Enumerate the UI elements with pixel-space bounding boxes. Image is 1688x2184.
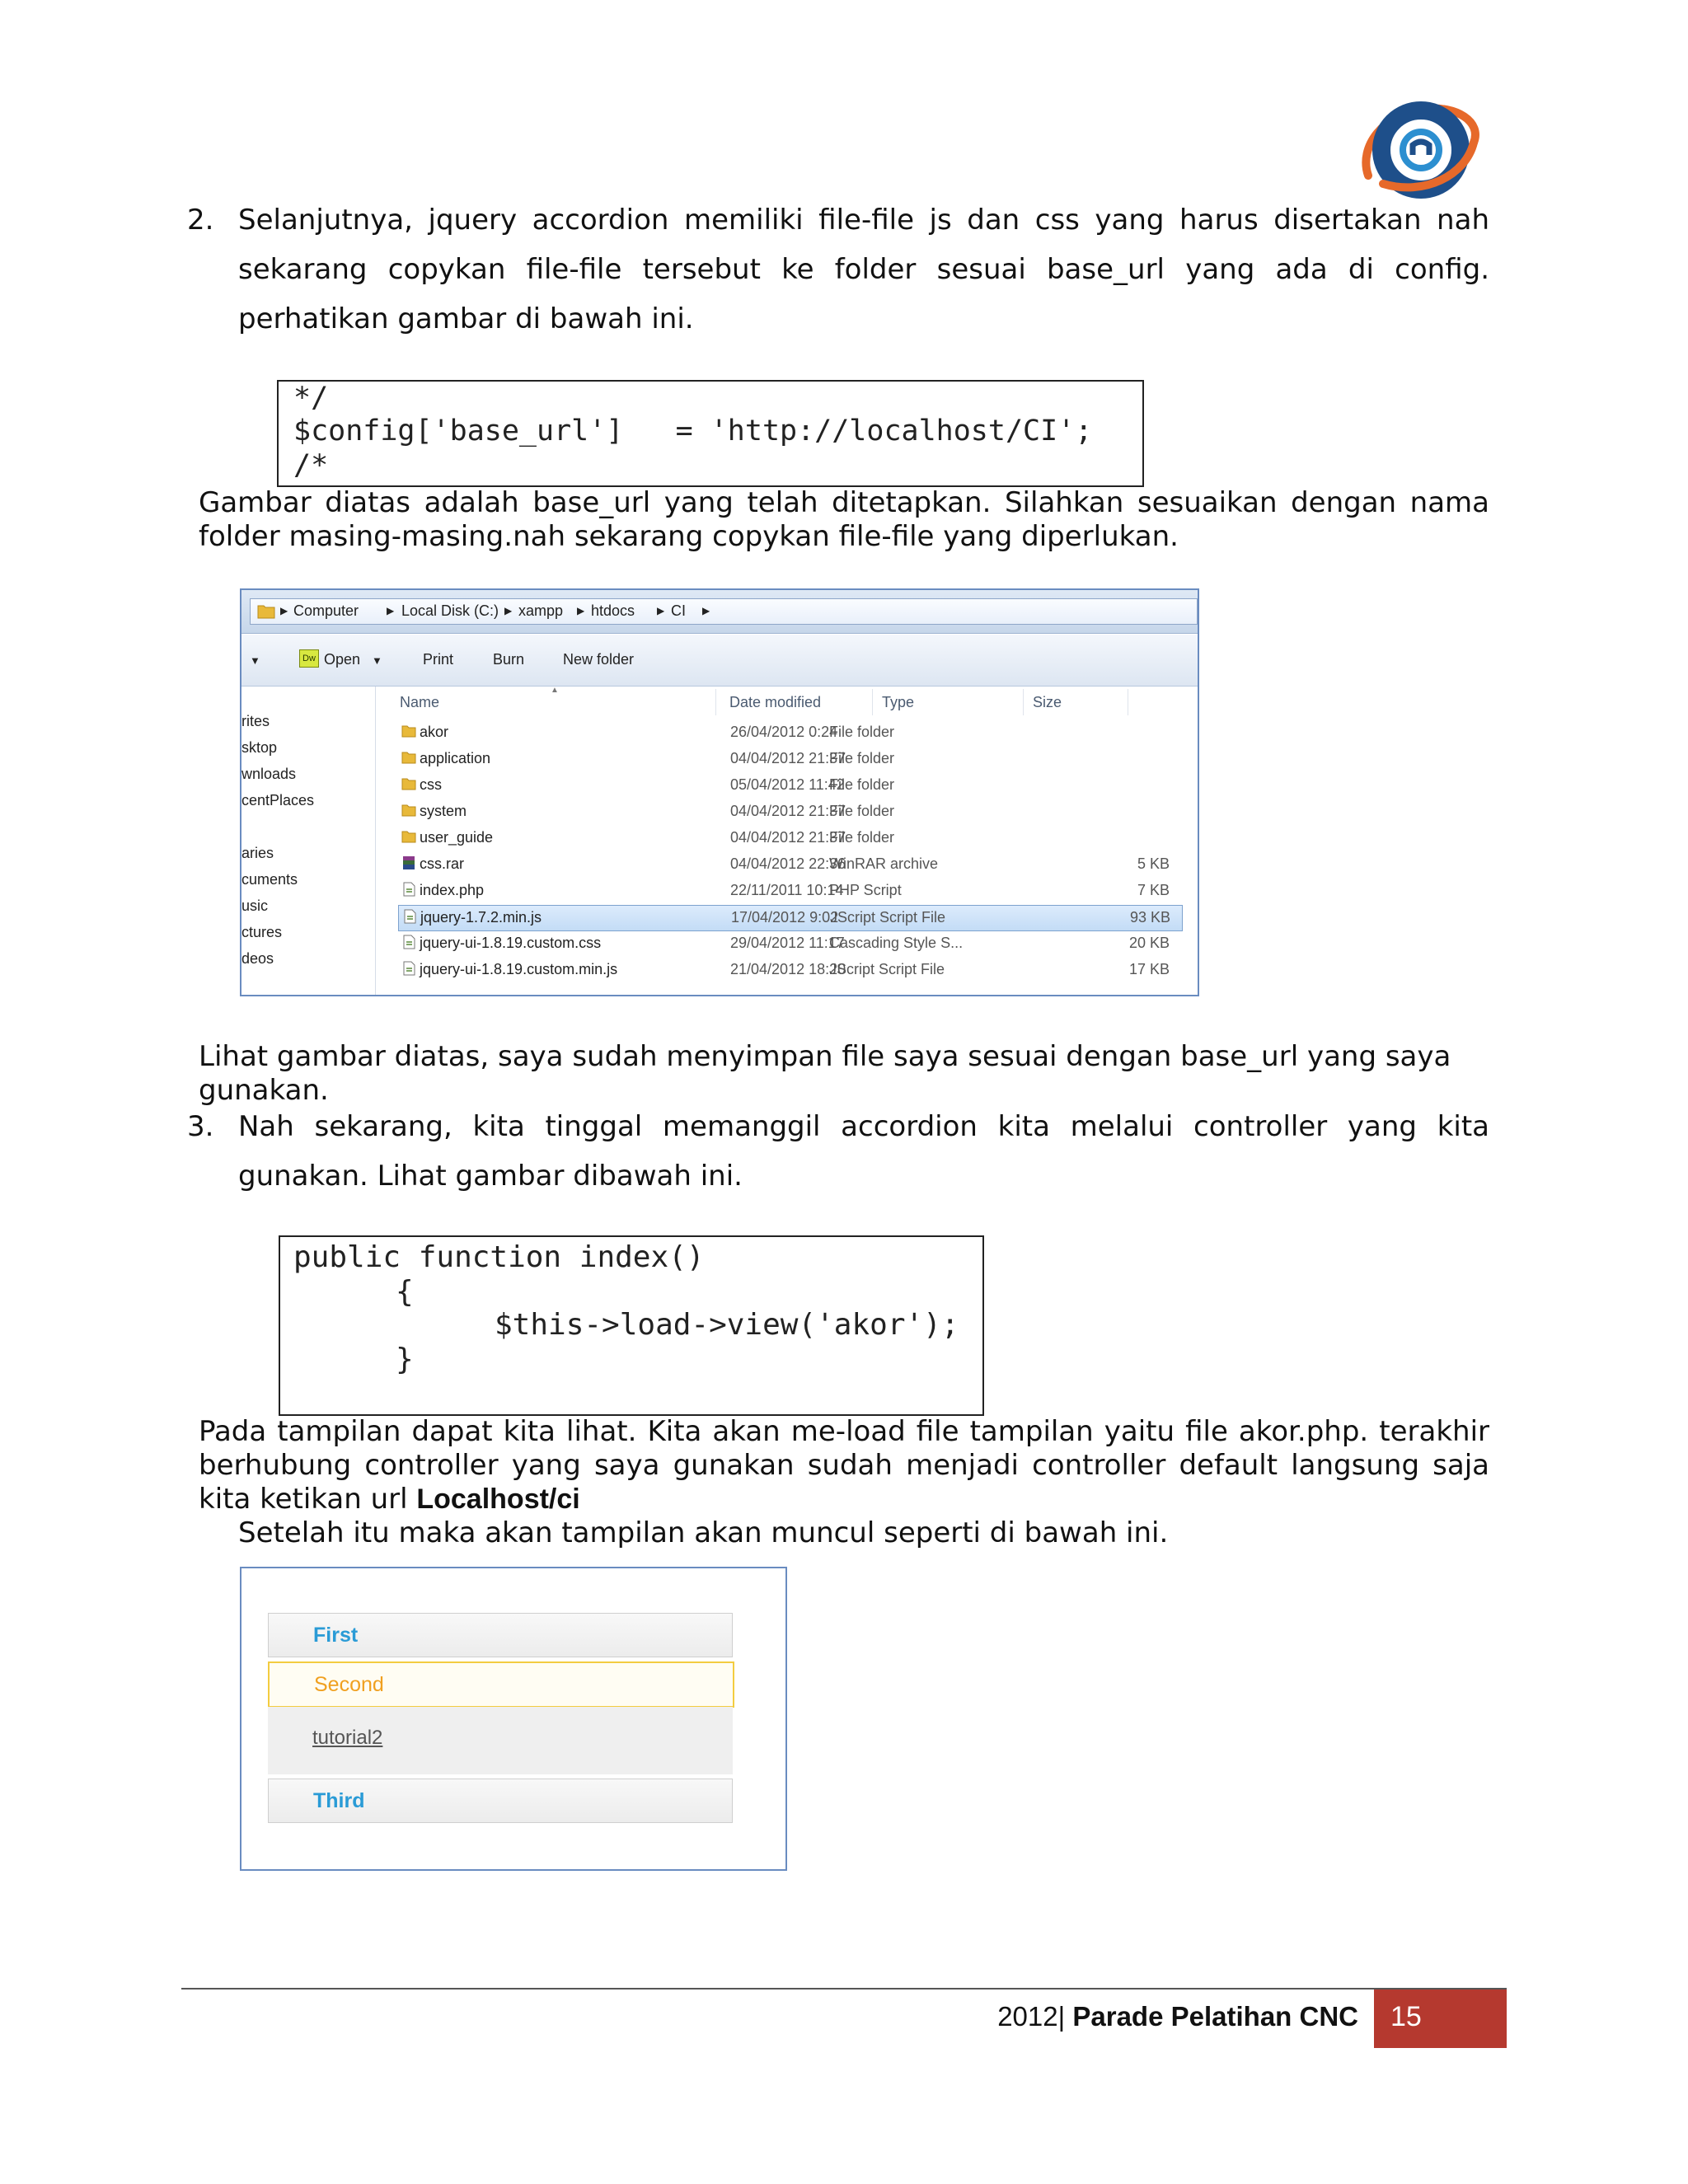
file-type: PHP Script bbox=[829, 882, 902, 898]
code-line-3: $this->load->view('akor'); bbox=[495, 1308, 959, 1342]
breadcrumb-htdocs[interactable]: htdocs bbox=[591, 602, 635, 619]
paragraph-tampilan bbox=[199, 1415, 1489, 1550]
file-type: File folder bbox=[829, 750, 895, 766]
file-type: Cascading Style S... bbox=[829, 935, 964, 951]
item-2-line-2: sekarang copykan file-file tersebut ke folder sesuai base_url yang ada di config. bbox=[238, 253, 1489, 286]
nav-item[interactable]: sktop bbox=[241, 739, 278, 756]
accordion-screenshot bbox=[240, 1567, 787, 1871]
nav-item[interactable]: aries bbox=[241, 845, 274, 861]
breadcrumb-computer[interactable]: Computer bbox=[293, 602, 359, 619]
nav-item[interactable]: ctures bbox=[241, 924, 283, 940]
nav-item[interactable]: usic bbox=[241, 898, 269, 914]
url-text: Localhost/ci bbox=[416, 1483, 580, 1515]
folder-icon bbox=[401, 803, 416, 818]
file-date: 22/11/2011 10:14 bbox=[730, 882, 844, 898]
file-date: 04/04/2012 21:37 bbox=[730, 803, 846, 819]
open-dropdown-icon[interactable]: ▼ bbox=[372, 654, 382, 667]
file-date: 05/04/2012 11:42 bbox=[730, 776, 845, 793]
code-box-config bbox=[277, 380, 1144, 487]
paragraph-saved bbox=[199, 1040, 1489, 1108]
accordion-header-label: Second bbox=[314, 1673, 384, 1696]
file-name: akor bbox=[420, 724, 449, 740]
code-box-controller bbox=[279, 1235, 984, 1416]
file-type: JScript Script File bbox=[829, 961, 945, 977]
code-line-3: /* bbox=[293, 449, 329, 482]
paragraph-tampilan-line-4: Setelah itu maka akan tampilan akan muncul seperti di bawah ini. bbox=[238, 1516, 1169, 1549]
accordion-panel bbox=[268, 1707, 733, 1774]
file-date: 26/04/2012 0:24 bbox=[730, 724, 838, 740]
chevron-right-icon: ▶ bbox=[577, 605, 585, 616]
file-date: 21/04/2012 18:20 bbox=[730, 961, 846, 977]
folder-icon bbox=[401, 750, 416, 765]
sort-up-icon: ▲ bbox=[551, 686, 559, 695]
file-type: JScript Script File bbox=[830, 909, 946, 926]
burn-button[interactable]: Burn bbox=[493, 651, 525, 668]
paragraph-tampilan-line-3 bbox=[199, 1483, 1489, 1516]
nav-item[interactable]: cuments bbox=[241, 871, 298, 888]
column-header-type[interactable]: Type bbox=[882, 694, 915, 710]
file-row[interactable] bbox=[398, 826, 1181, 851]
file-icon bbox=[401, 882, 416, 897]
file-row[interactable] bbox=[398, 879, 1181, 903]
file-type: WinRAR archive bbox=[829, 855, 939, 872]
accordion-header-label: First bbox=[313, 1624, 359, 1647]
open-button[interactable]: Open bbox=[324, 651, 361, 668]
accordion-header-third[interactable] bbox=[268, 1779, 733, 1823]
footer-title: Parade Pelatihan CNC bbox=[1072, 2001, 1358, 2032]
code-line-2: { bbox=[396, 1275, 414, 1309]
navigation-pane bbox=[241, 687, 376, 995]
footer-year: 2012 bbox=[997, 2001, 1058, 2032]
nav-item[interactable]: deos bbox=[241, 950, 274, 967]
file-type: File folder bbox=[829, 803, 895, 819]
chevron-right-icon: ▶ bbox=[702, 605, 710, 616]
accordion-header-first[interactable] bbox=[268, 1613, 733, 1657]
nav-item[interactable]: wnloads bbox=[241, 766, 297, 782]
breadcrumb-xampp[interactable]: xampp bbox=[518, 602, 564, 619]
file-type: File folder bbox=[829, 829, 895, 846]
item-3-line-1: Nah sekarang, kita tinggal memanggil accordion kita melalui controller yang kita bbox=[238, 1110, 1489, 1143]
code-line-1: public function index() bbox=[293, 1240, 705, 1274]
file-icon bbox=[401, 961, 416, 976]
accordion-header-second[interactable] bbox=[268, 1661, 734, 1708]
file-date: 04/04/2012 22:36 bbox=[730, 855, 846, 872]
file-name: jquery-1.7.2.min.js bbox=[420, 909, 542, 926]
print-button[interactable]: Print bbox=[423, 651, 454, 668]
file-row[interactable] bbox=[398, 799, 1181, 824]
organize-dropdown-icon[interactable]: ▼ bbox=[250, 654, 260, 667]
file-date: 04/04/2012 21:37 bbox=[730, 750, 846, 766]
file-name: jquery-ui-1.8.19.custom.css bbox=[420, 935, 602, 951]
chevron-right-icon: ▶ bbox=[504, 605, 513, 616]
file-row[interactable] bbox=[398, 852, 1181, 877]
cnc-logo bbox=[1350, 97, 1492, 204]
file-row[interactable] bbox=[398, 720, 1181, 745]
column-header-date[interactable]: Date modified bbox=[729, 694, 822, 710]
item-3-text bbox=[238, 1102, 1489, 1201]
file-row[interactable] bbox=[398, 958, 1181, 982]
file-size: 5 KB bbox=[1137, 855, 1170, 872]
file-explorer-screenshot bbox=[240, 588, 1199, 996]
file-size: 20 KB bbox=[1128, 935, 1170, 951]
column-header-name[interactable]: Name bbox=[400, 694, 440, 710]
paragraph-base-url-line-2: folder masing-masing.nah sekarang copykan file-file yang diperlukan. bbox=[199, 520, 1179, 553]
paragraph-base-url bbox=[199, 486, 1489, 554]
file-icon bbox=[401, 935, 416, 949]
breadcrumb-ci[interactable]: CI bbox=[671, 602, 686, 619]
file-row[interactable] bbox=[398, 905, 1183, 931]
file-type: File folder bbox=[829, 724, 895, 740]
dreamweaver-icon: Dw bbox=[299, 649, 319, 668]
item-2-line-1: Selanjutnya, jquery accordion memiliki file-file js dan css yang harus disertakan nah bbox=[238, 204, 1489, 237]
footer-divider bbox=[181, 1988, 1507, 1990]
file-name: index.php bbox=[420, 882, 485, 898]
code-line-2: $config['base_url'] = 'http://localhost/CI'; bbox=[293, 415, 1093, 448]
paragraph-saved-line-1: Lihat gambar diatas, saya sudah menyimpan file saya sesuai dengan base_url yang saya bbox=[199, 1040, 1451, 1073]
file-row[interactable] bbox=[398, 773, 1181, 798]
breadcrumb-local-disk[interactable]: Local Disk (C:) bbox=[401, 602, 499, 619]
file-name: css bbox=[420, 776, 442, 793]
file-type: File folder bbox=[829, 776, 895, 793]
folder-icon bbox=[401, 829, 416, 844]
file-date: 29/04/2012 11:17 bbox=[730, 935, 845, 951]
file-date: 17/04/2012 9:02 bbox=[731, 909, 839, 926]
accordion-content-link[interactable]: tutorial2 bbox=[312, 1727, 383, 1749]
url-prefix-text: kita ketikan url bbox=[199, 1483, 417, 1516]
toolbar bbox=[241, 635, 1198, 687]
file-row[interactable] bbox=[398, 747, 1181, 771]
file-size: 17 KB bbox=[1128, 961, 1170, 977]
chevron-right-icon: ▶ bbox=[280, 605, 288, 616]
item-3-number: 3. bbox=[187, 1110, 214, 1143]
paragraph-base-url-line-1: Gambar diatas adalah base_url yang telah ditetapkan. Silahkan sesuaikan dengan nama bbox=[199, 486, 1489, 519]
file-name: application bbox=[420, 750, 491, 766]
file-name: system bbox=[420, 803, 467, 819]
file-date: 04/04/2012 21:37 bbox=[730, 829, 846, 846]
folder-icon bbox=[401, 724, 416, 738]
code-line-4: } bbox=[396, 1343, 414, 1376]
file-name: css.rar bbox=[420, 855, 464, 872]
file-row[interactable] bbox=[398, 931, 1181, 956]
new-folder-button[interactable]: New folder bbox=[563, 651, 635, 668]
footer-separator: | bbox=[1057, 2001, 1066, 2032]
nav-item[interactable]: centPlaces bbox=[241, 792, 315, 808]
file-icon bbox=[402, 909, 417, 924]
item-3-line-2: gunakan. Lihat gambar dibawah ini. bbox=[238, 1160, 743, 1193]
folder-icon bbox=[257, 602, 275, 619]
chevron-right-icon: ▶ bbox=[387, 605, 395, 616]
footer-text bbox=[997, 2001, 1358, 2032]
paragraph-tampilan-line-2: berhubung controller yang saya gunakan sudah menjadi controller default langsung saja bbox=[199, 1449, 1489, 1482]
file-size: 93 KB bbox=[1129, 909, 1170, 926]
file-name: user_guide bbox=[420, 829, 494, 846]
page-number: 15 bbox=[1390, 2001, 1422, 2032]
paragraph-saved-line-2: gunakan. bbox=[199, 1074, 329, 1107]
page-number-box bbox=[1374, 1990, 1507, 2048]
column-headers bbox=[241, 686, 1198, 719]
item-2-number: 2. bbox=[187, 204, 214, 237]
code-line-1: */ bbox=[293, 382, 329, 415]
folder-icon bbox=[401, 776, 416, 791]
address-bar bbox=[241, 590, 1198, 634]
column-header-size[interactable]: Size bbox=[1033, 694, 1062, 710]
archive-icon bbox=[401, 855, 416, 870]
item-2-line-3: perhatikan gambar di bawah ini. bbox=[238, 302, 694, 335]
nav-item[interactable]: rites bbox=[241, 713, 270, 729]
file-size: 7 KB bbox=[1137, 882, 1170, 898]
file-name: jquery-ui-1.8.19.custom.min.js bbox=[420, 961, 618, 977]
item-2-text bbox=[238, 195, 1489, 344]
chevron-right-icon: ▶ bbox=[657, 605, 665, 616]
accordion-header-label: Third bbox=[313, 1789, 365, 1812]
paragraph-tampilan-line-1: Pada tampilan dapat kita lihat. Kita akan me-load file tampilan yaitu file akor.php. terakhir bbox=[199, 1415, 1489, 1448]
